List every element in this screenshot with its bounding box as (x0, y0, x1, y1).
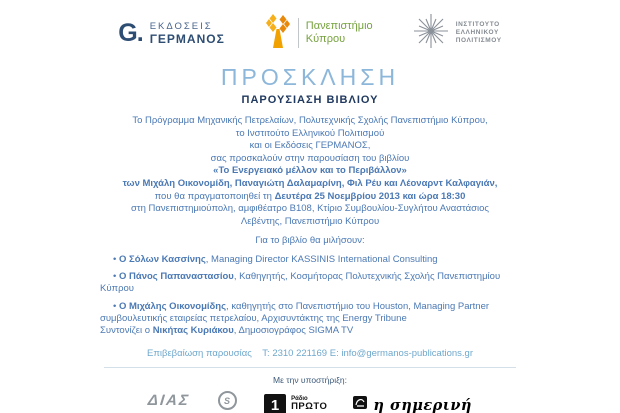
speaker-name: Ο Σόλων Κασσίνης (118, 253, 206, 265)
body-line-hosts-3: και οι Εκδόσεις ΓΕΡΜΑΝΟΣ, (249, 140, 371, 152)
body-line-invite: σας προσκαλούν στην παρουσίαση του βιβλίου (210, 152, 410, 164)
moderator-line (100, 325, 520, 337)
speaker-item-economides (100, 301, 520, 326)
starburst-sun-icon (413, 13, 449, 54)
speakers-section (100, 235, 520, 337)
sponsor-logos (0, 391, 620, 413)
radio-proto-logo (264, 394, 327, 413)
header-logos (0, 0, 620, 54)
moderator-prefix: Συντονίζει ο (100, 325, 153, 337)
ucy-line2: Κύπρου (305, 33, 346, 45)
body-line-hosts-2: το Ινστιτούτο Ελληνικού Πολιτισμού (235, 127, 385, 139)
event-location-line2: Λεβέντης, Πανεπιστήμιο Κύπρου (240, 215, 380, 227)
radio-proto-text (291, 396, 327, 413)
email-label: Ε: (329, 348, 339, 360)
ucy-logo-divider (298, 18, 299, 48)
speaker-name: Ο Πάνος Παπαναστασίου (118, 270, 234, 282)
phone-label: Τ: (262, 348, 270, 360)
title-block (0, 64, 620, 106)
ucy-logo-text (306, 20, 373, 46)
body-line-hosts-1: Το Πρόγραμμα Μηχανικής Πετρελαίων, Πολυτεχνικής Σχολής Πανεπιστήμιο Κύπρου, (132, 115, 488, 126)
event-datetime-prefix: που θα πραγματοποιηθεί τη (154, 190, 275, 202)
moderator-suffix: , Δημοσιογράφος SIGMA TV (233, 325, 354, 337)
event-datetime: Δευτέρα 25 Νοεμβρίου 2013 και ώρα 18:30 (274, 190, 466, 202)
radio-proto-line2: ΠΡΩΤΟ (291, 401, 328, 413)
event-datetime-line (84, 191, 536, 204)
simerini-logo-text: η σημερινή (373, 396, 472, 413)
germanos-g-icon: G. (118, 19, 143, 47)
speaker-item-papanastasiou (100, 271, 520, 296)
institute-line3: ΠΟΛΙΤΙΣΜΟΥ (455, 37, 502, 44)
hellenic-culture-institute-logo (413, 13, 502, 54)
university-of-cyprus-logo (265, 14, 373, 53)
germanos-logo-text (150, 21, 225, 46)
ucy-line1: Πανεπιστήμιο (305, 20, 373, 32)
radio-proto-one-icon: 1 (264, 394, 286, 413)
supporters-heading: Με την υποστήριξη: (273, 375, 347, 386)
ucy-tree-icon (265, 14, 291, 53)
speakers-heading: Για το βιβλίο θα μιλήσουν: (255, 235, 365, 247)
rsvp-contact-line (0, 348, 620, 359)
simerini-newspaper-logo (353, 395, 472, 413)
speaker-item-kassinis (100, 254, 520, 266)
footer-divider (104, 367, 516, 368)
phone-number: 2310 221169 (272, 348, 328, 360)
speaker-role: , Καθηγητής, Κοσμήτορας Πολυτεχνικής Σχολής Πανεπιστημίου Κύπρου (100, 270, 501, 295)
rsvp-label: Επιβεβαίωση παρουσίας (146, 348, 252, 360)
book-authors: των Μιχάλη Οικονομίδη, Παναγιώτη Δαλαμαρίνη, Φιλ Ρέυ και Λέοναρντ Καλφαγιάν, (122, 177, 498, 189)
radio-proto-line1: Ράδιο (291, 396, 308, 403)
sigma-tv-logo (216, 391, 238, 413)
moderator-name: Νικήτας Κυριάκου (152, 325, 234, 337)
email-address: info@germanos-publications.gr (341, 348, 473, 360)
book-title: «Το Ενεργειακό μέλλον και το Περιβάλλον» (213, 165, 407, 177)
event-location-line1: στη Πανεπιστημιούπολη, αμφιθέατρο Β108, Κτίριο Συμβουλίου-Συγλήτου Αναστάσιος (130, 203, 490, 215)
dias-media-logo (148, 392, 190, 413)
institute-logo-text (456, 21, 502, 45)
speaker-name: Ο Μιχάλης Οικονομίδης (118, 300, 227, 312)
germanos-line2: ΓΕΡΜΑΝΟΣ (149, 31, 225, 46)
institute-line2: ΕΛΛΗΝΙΚΟΥ (455, 29, 499, 36)
invitation-body (84, 115, 536, 228)
speaker-role: , Managing Director KASSINIS International Consulting (205, 253, 438, 265)
dias-logo-text: ΔΙΑΣ (147, 391, 191, 409)
sigma-circle-icon: S (218, 391, 237, 410)
speaker-role: , καθηγητής στο Πανεπιστήμιο του Houston, Managing Partner συμβουλευτικής εταιρείας πετρελαίου, Αρχισυντάκτης της Energy Tribune (100, 300, 490, 324)
invitation-subtitle: ΠΑΡΟΥΣΙΑΣΗ ΒΙΒΛΙΟΥ (241, 94, 379, 106)
germanos-line1: ΕΚΔΟΣΕΙΣ (149, 20, 213, 32)
germanos-publications-logo (118, 21, 225, 46)
invitation-title: ΠΡΟΣΚΛΗΣΗ (220, 64, 400, 90)
institute-line1: ΙΝΣΤΙΤΟΥΤΟ (455, 21, 500, 28)
simerini-emblem-icon (353, 395, 368, 413)
